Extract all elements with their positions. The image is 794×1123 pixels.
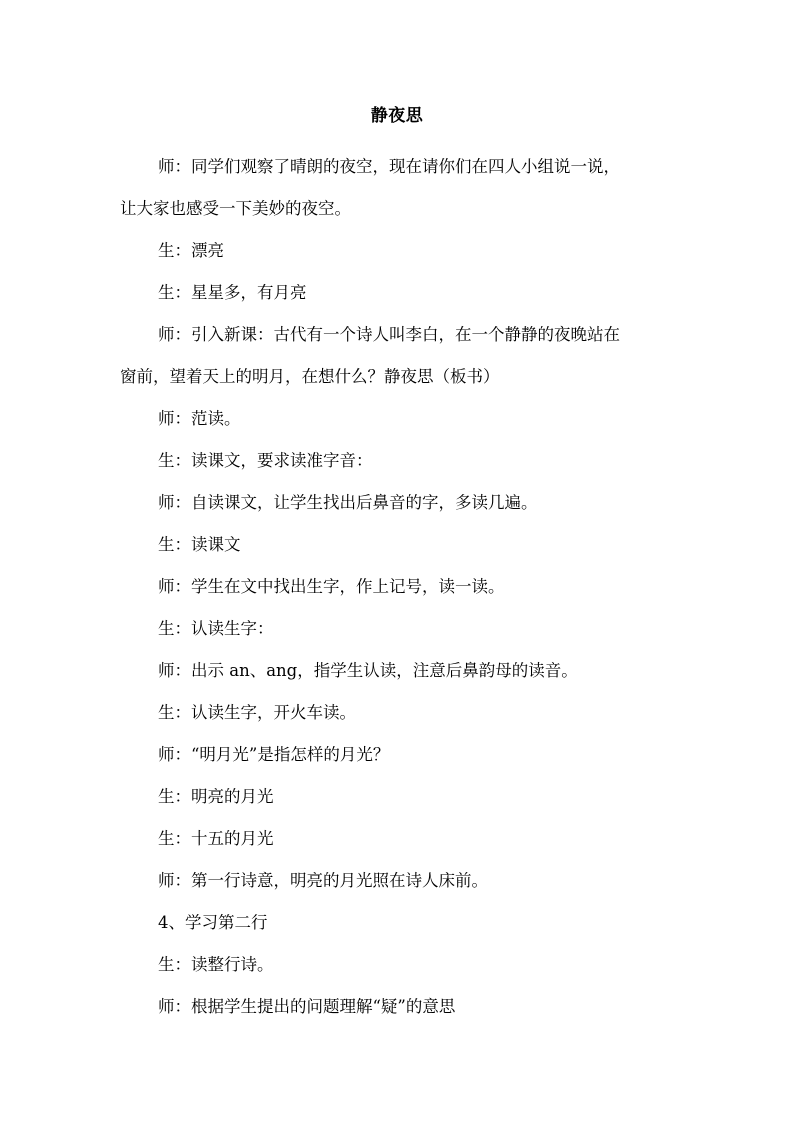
paragraph-line: 生：读课文 [158, 535, 241, 554]
paragraph-line: 师：自读课文，让学生找出后鼻音的字，多读几遍。 [158, 493, 538, 512]
document-body [120, 146, 680, 1028]
paragraph [120, 650, 680, 692]
paragraph-line: 生：认读生字： [158, 619, 274, 638]
paragraph-line: 师：引入新课：古代有一个诗人叫李白，在一个静静的夜晚站在 [158, 325, 620, 344]
paragraph [120, 692, 680, 734]
paragraph [120, 146, 680, 188]
paragraph-continuation [120, 356, 680, 398]
paragraph-line: 让大家也感受一下美妙的夜空。 [120, 199, 351, 218]
document-title: 静夜思 [370, 106, 424, 126]
section-heading [120, 902, 680, 944]
paragraph [120, 566, 680, 608]
paragraph-line: 生：十五的月光 [158, 829, 274, 848]
paragraph [120, 272, 680, 314]
paragraph-line: 生：读整行诗。 [158, 955, 274, 974]
paragraph [120, 986, 680, 1028]
paragraph-line: 师：学生在文中找出生字，作上记号，读一读。 [158, 577, 505, 596]
paragraph-line: 生：漂亮 [158, 241, 224, 260]
paragraph [120, 860, 680, 902]
paragraph-line: 师：同学们观察了晴朗的夜空，现在请你们在四人小组说一说， [158, 157, 620, 176]
paragraph [120, 230, 680, 272]
paragraph-line: 生：读课文，要求读准字音： [158, 451, 373, 470]
paragraph [120, 440, 680, 482]
paragraph [120, 524, 680, 566]
paragraph-line: 生：星星多，有月亮 [158, 283, 307, 302]
paragraph [120, 398, 680, 440]
paragraph-line: 师：范读。 [158, 409, 241, 428]
paragraph [120, 314, 680, 356]
paragraph-line: 师：第一行诗意，明亮的月光照在诗人床前。 [158, 871, 488, 890]
paragraph-line: 师：根据学生提出的问题理解“疑”的意思 [158, 997, 456, 1016]
paragraph-line: 生：明亮的月光 [158, 787, 274, 806]
paragraph [120, 776, 680, 818]
paragraph [120, 734, 680, 776]
paragraph-line: 窗前，望着天上的明月，在想什么？静夜思（板书） [120, 367, 500, 386]
paragraph [120, 608, 680, 650]
paragraph-continuation [120, 188, 680, 230]
paragraph-line: 生：认读生字，开火车读。 [158, 703, 356, 722]
paragraph [120, 944, 680, 986]
paragraph-line: 4、学习第二行 [158, 913, 268, 932]
paragraph-line: 师：“明月光”是指怎样的月光？ [158, 745, 390, 764]
paragraph [120, 482, 680, 524]
paragraph-line: 师：出示 an、ang，指学生认读，注意后鼻韵母的读音。 [158, 661, 578, 680]
paragraph [120, 818, 680, 860]
